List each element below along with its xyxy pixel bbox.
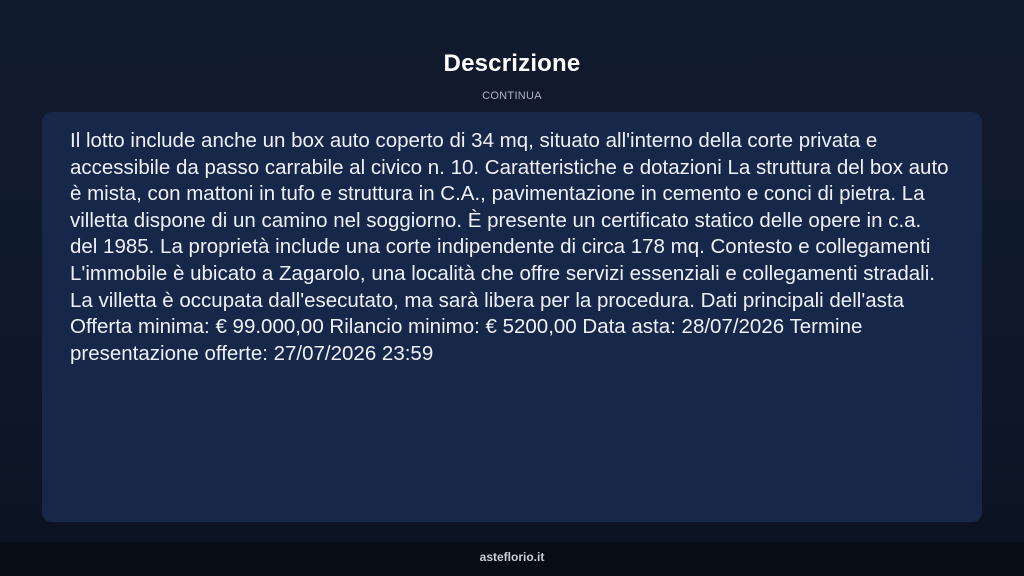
footer-brand: asteflorio.it bbox=[479, 550, 545, 564]
description-text: Il lotto include anche un box auto coperto di 34 mq, situato all'interno della corte privata e accessibile da passo carrabile al civico n. 10. Caratteristiche e dotazioni La struttura del box auto è mista, con mattoni in tufo e struttura in C.A., pavimentazione in cemento e conci di pietra. La villetta dispone di un camino nel soggiorno. È presente un certificato statico delle opere in c.a. del 1985. La proprietà include una corte indipendente di circa 178 mq. Contesto e collegamenti L'immobile è ubicato a Zagarolo, una località che offre servizi essenziali e collegamenti stradali. La villetta è occupata dall'esecutato, ma sarà libera per la procedura. Dati principali dell'asta Offerta minima: € 99.000,00 Rilancio minimo: € 5200,00 Data asta: 28/07/2026 Termine presentazione offerte: 27/07/2026 23:59 bbox=[70, 129, 949, 365]
page-title: Descrizione bbox=[443, 50, 581, 77]
continue-label: CONTINUA bbox=[482, 90, 542, 102]
description-card bbox=[42, 112, 982, 522]
footer-bar bbox=[0, 542, 1024, 576]
